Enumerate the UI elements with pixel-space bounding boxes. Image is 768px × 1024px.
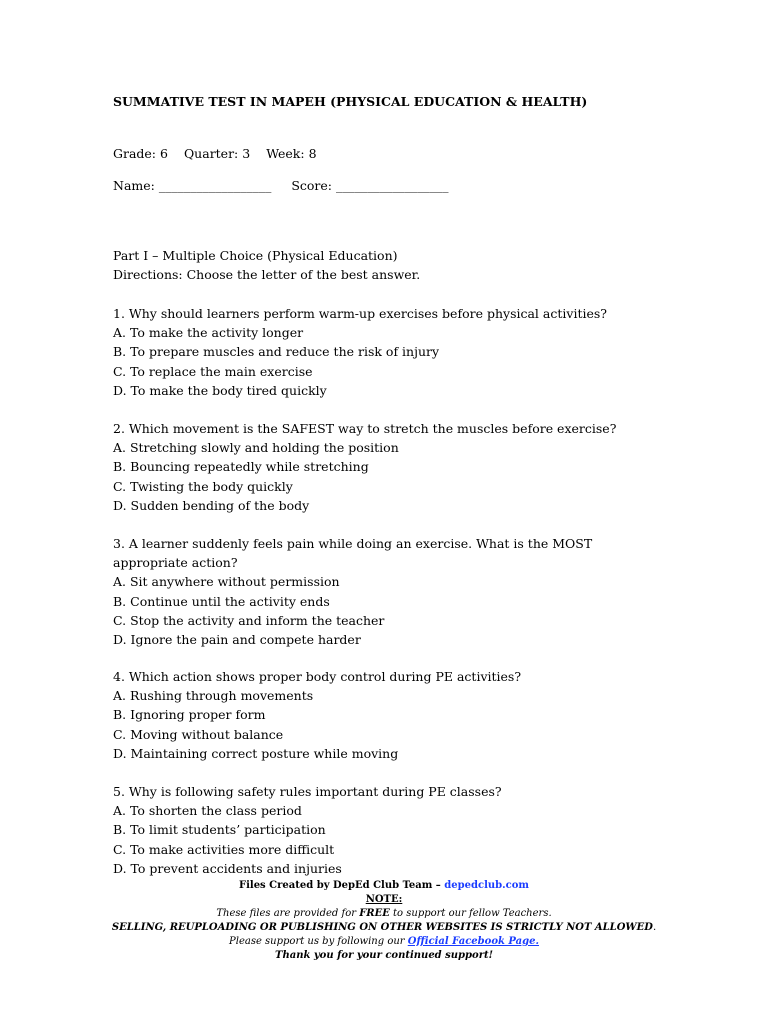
footer-credit bbox=[0, 879, 768, 893]
question-text: 1. Why should learners perform warm-up exercises before physical activities? bbox=[113, 306, 607, 321]
page-title: SUMMATIVE TEST IN MAPEH (PHYSICAL EDUCATION & HEALTH) bbox=[113, 94, 588, 109]
question-5 bbox=[113, 782, 673, 878]
name-field[interactable]: Name: __________________ bbox=[113, 178, 272, 193]
note-label: NOTE: bbox=[365, 894, 403, 905]
question-3 bbox=[113, 534, 633, 649]
option-d[interactable]: D. To prevent accidents and injuries bbox=[113, 860, 342, 876]
question-2 bbox=[113, 419, 673, 515]
score-field[interactable]: Score: __________________ bbox=[291, 178, 449, 193]
option-a[interactable]: A. To shorten the class period bbox=[113, 803, 302, 819]
week-label: Week: 8 bbox=[266, 146, 317, 161]
question-text: 5. Why is following safety rules important during PE classes? bbox=[113, 784, 502, 799]
option-b[interactable]: B. Ignoring proper form bbox=[113, 707, 266, 723]
question-1 bbox=[113, 304, 673, 400]
footer-notice bbox=[0, 879, 768, 963]
test-meta bbox=[113, 144, 317, 163]
facebook-page-link[interactable]: Official Facebook Page. bbox=[407, 936, 539, 947]
option-a[interactable]: A. Stretching slowly and holding the position bbox=[113, 440, 399, 456]
directions: Directions: Choose the letter of the best answer. bbox=[113, 267, 421, 282]
option-d[interactable]: D. Sudden bending of the body bbox=[113, 497, 310, 513]
facebook-notice bbox=[0, 935, 768, 949]
free-word: FREE bbox=[359, 908, 390, 919]
option-b[interactable]: B. To prepare muscles and reduce the risk of injury bbox=[113, 344, 440, 360]
question-text: 4. Which action shows proper body control during PE activities? bbox=[113, 669, 522, 684]
grade-label: Grade: 6 bbox=[113, 146, 168, 161]
option-a[interactable]: A. Rushing through movements bbox=[113, 688, 314, 704]
option-c[interactable]: C. Stop the activity and inform the teacher bbox=[113, 612, 385, 628]
credit-text: Files Created by DepEd Club Team – bbox=[239, 880, 445, 891]
reupload-warning bbox=[0, 921, 768, 935]
quarter-label: Quarter: 3 bbox=[183, 146, 251, 161]
thank-you-note: Thank you for your continued support! bbox=[275, 950, 493, 961]
option-b[interactable]: B. To limit students’ participation bbox=[113, 822, 326, 838]
option-d[interactable]: D. Maintaining correct posture while moving bbox=[113, 745, 399, 761]
website-link[interactable]: depedclub.com bbox=[444, 880, 529, 891]
free-notice-pre: These files are provided for bbox=[216, 908, 360, 919]
name-score-row bbox=[113, 176, 448, 195]
question-text: 2. Which movement is the SAFEST way to stretch the muscles before exercise? bbox=[113, 421, 617, 436]
option-b[interactable]: B. Bouncing repeatedly while stretching bbox=[113, 459, 369, 475]
option-d[interactable]: D. Ignore the pain and compete harder bbox=[113, 632, 361, 648]
option-c[interactable]: C. To replace the main exercise bbox=[113, 363, 313, 379]
free-notice bbox=[0, 907, 768, 921]
question-4 bbox=[113, 667, 673, 763]
option-a[interactable]: A. To make the activity longer bbox=[113, 325, 304, 341]
reupload-warning-text: SELLING, REUPLOADING OR PUBLISHING ON OTHER WEBSITES IS STRICTLY NOT ALLOWED bbox=[111, 922, 653, 933]
option-c[interactable]: C. Moving without balance bbox=[113, 726, 284, 742]
reupload-warning-end: . bbox=[652, 922, 657, 933]
question-text: 3. A learner suddenly feels pain while doing an exercise. What is the MOST appropriate action? bbox=[113, 536, 593, 571]
option-b[interactable]: B. Continue until the activity ends bbox=[113, 593, 330, 609]
free-notice-post: to support our fellow Teachers. bbox=[389, 908, 552, 919]
option-c[interactable]: C. To make activities more difficult bbox=[113, 841, 335, 857]
option-c[interactable]: C. Twisting the body quickly bbox=[113, 478, 293, 494]
part-heading: Part I – Multiple Choice (Physical Education) bbox=[113, 248, 398, 263]
option-d[interactable]: D. To make the body tired quickly bbox=[113, 382, 327, 398]
facebook-notice-pre: Please support us by following our bbox=[229, 936, 408, 947]
option-a[interactable]: A. Sit anywhere without permission bbox=[113, 574, 340, 590]
